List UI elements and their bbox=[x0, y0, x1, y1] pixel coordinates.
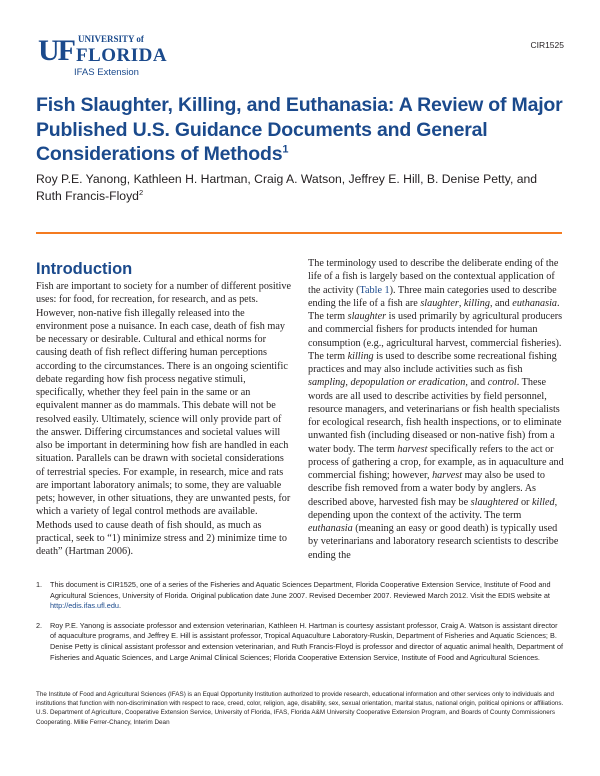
author-footnote-ref[interactable]: 2 bbox=[138, 187, 144, 197]
logo-florida: FLORIDA bbox=[76, 45, 168, 66]
col2-text: (meaning an easy or good death) is typically used by veterinarians and laboratory research scientists to describe ending the bbox=[308, 523, 559, 561]
body-column-right: The terminology used to describe the deliberate ending of the life of a fish is largely based on the contextual application of the activity (Table 1). Three main categories used to describe ending the life of a fish are slaughter, killing, and euthanasia. The term slaughter is used primarily by agricultural producers and commercial fishers for products intended for human consumption (e.g., agricultural harvest, commercial fisheries). The term killing is used to describe some recreational fishing practices and may also include activities such as fish sampling, depopulation or eradication, and control. These words are all used to describe activities by field personnel, resource managers, and veterinarians or fish health specialists for ecological research, fish health inspections, or to eliminate unwanted fish (including diseased or non-native fish) from a water body. The term harvest specifically refers to the act or process of gathering a crop, for example, as in aquaculture and commercial fishing; however, harvest may also be used to describe fish removed from a water body by anglers. As described above, harvested fish may be slaughtered or killed, depending upon the context of the activity. The term euthanasia (meaning an easy or good death) is typically used by veterinarians and laboratory research scientists to describe ending the bbox=[308, 258, 564, 561]
col2-text: or bbox=[518, 496, 532, 508]
footnote-1 bbox=[36, 580, 564, 612]
footnotes bbox=[36, 580, 564, 672]
title-footnote-ref[interactable]: 1 bbox=[282, 143, 289, 156]
footnote-text: This document is CIR1525, one of a series of the Fisheries and Aquatic Sciences Department, Florida Cooperative Extension Service, Institute of Food and Agricultural Sciences, University of Florida. Original publication date June 2007. Revised December 2007. Reviewed March 2012. Visit the EDIS website at bbox=[50, 580, 551, 600]
term-slaughter-2: slaughter bbox=[347, 311, 387, 322]
term-euthanasia: euthanasia bbox=[512, 297, 558, 309]
uf-logo-mark bbox=[38, 30, 198, 70]
term-killing: killing bbox=[463, 297, 490, 309]
document-id: CIR1525 bbox=[530, 40, 564, 50]
intro-paragraph-1: Fish are important to society for a number of different positive uses: for food, for recreation, for research, and as pets. However, non-native fish illegally released into the environment pose a nuisance. In each case, death of fish may be necessary or desirable. Cultural and ethical norms for causing death of fish reflect differing human perceptions according to the circumstances. There is an ongoing scientific debate regarding how fish process negative stimuli, specifically, whether they feel pain in the same or an equivalent manner as do mammals. This debate will not be resolved easily. Ultimately, science will only provide part of the answer. Differing circumstances and societal values will also be important in determining how fish are handled in each situation. Parallels can be drawn with societal considerations of terrestrial species. For example, in research, mice and rats are important laboratory animals; to some, they are valuable pets; however, in other situations, they are unwanted pests, for which a variety of legal control methods are available. Methods used to cause death of fish should, as much as practical, seek to “1) minimize stress and 2) minimize time to death” (Hartman 2006). bbox=[36, 281, 292, 557]
equal-opportunity-disclaimer: The Institute of Food and Agricultural Sciences (IFAS) is an Equal Opportunity Institution authorized to provide research, educational information and other services only to individuals and institutions that function with non-discrimination with respect to race, creed, color, religion, age, disability, sex, sexual orientation, marital status, national origin, political opinions or affiliations. U.S. Department of Agriculture, Cooperative Extension Service, University of Florida, IFAS, Florida A&M University Cooperative Extension Program, and Boards of County Commissioners Cooperating. Millie Ferrer-Chancy, Interim Dean bbox=[36, 691, 564, 726]
term-harvest: harvest bbox=[397, 443, 428, 455]
term-killing-2: killing bbox=[347, 350, 374, 362]
article-title bbox=[36, 93, 566, 167]
col2-text: specifically refers to the act or process of gathering a crop, for example, as in aquaculture and commercial fishing; however, bbox=[308, 443, 564, 481]
term-harvest-2: harvest bbox=[432, 470, 463, 481]
logo-university: UNIVERSITY of bbox=[78, 34, 144, 44]
col2-text: , and bbox=[465, 377, 488, 389]
activity-control: control bbox=[487, 377, 517, 389]
author-list bbox=[36, 171, 566, 205]
term-euthanasia-2: euthanasia bbox=[308, 523, 353, 534]
col2-text: and bbox=[495, 297, 513, 309]
body-column-left bbox=[36, 280, 294, 558]
term-slaughtered: slaughtered bbox=[470, 496, 519, 508]
article-title-text: Fish Slaughter, Killing, and Euthanasia: A Review of Major Published U.S. Guidance Documents and General Considerations of Methods bbox=[36, 94, 563, 165]
col2-text: , depending upon the context of the activity. The term bbox=[308, 496, 558, 521]
footnote-number: 2. bbox=[36, 620, 43, 630]
col2-text: ). Three main categories used to describe ending the life of a fish are bbox=[308, 284, 557, 309]
term-killed: killed bbox=[532, 496, 555, 508]
logo-uf: UF bbox=[38, 34, 74, 67]
term-slaughter: slaughter bbox=[420, 297, 459, 309]
col2-text: may also be used to describe fish removed from a water body by anglers. As described above, harvested fish may be bbox=[308, 470, 545, 508]
header-divider bbox=[36, 232, 562, 234]
edis-website-link[interactable]: http://edis.ifas.ufl.edu bbox=[50, 601, 119, 611]
footnote-2 bbox=[36, 621, 564, 663]
col2-text: is used primarily by agricultural producers and commercial fishers for products intended for human consumption (e.g., agricultural harvest, commercial fisheries). The term bbox=[308, 311, 563, 362]
col2-text: . The term bbox=[308, 297, 560, 322]
footnote-tail: . bbox=[118, 601, 121, 611]
footnote-text: Roy P.E. Yanong is associate professor and extension veterinarian, Kathleen H. Hartman is courtesy assistant professor, Craig A. Watson is assistant director of aquaculture programs, and Jeffrey E. Hill is assistant professor, Tropical Aquaculture Laboratory-Ruskin, Department of Fisheries and Aquatic Sciences; B. Denise Petty is clinical assistant professor and extension veterinarian, and Ruth Francis-Floyd is professor and director of aquatic animal health, Department of Fisheries and Aquatic Sciences, and Large Animal Clinical Sciences; Florida Cooperative Extension Service, Institute of Food and Agricultural Sciences. bbox=[50, 620, 564, 662]
author-names: Roy P.E. Yanong, Kathleen H. Hartman, Craig A. Watson, Jeffrey E. Hill, B. Denise Petty, and Ruth Francis-Floyd bbox=[36, 172, 538, 203]
section-heading-introduction: Introduction bbox=[36, 260, 133, 278]
table-1-link[interactable]: Table 1 bbox=[359, 284, 390, 296]
col2-text: . These words are all used to describe activities by field personnel, resource managers, and veterinarians or fish health specialists for ecological research, fish health inspections, or to eliminate unwanted fish (including diseased or non-native fish) from a water body. The term bbox=[308, 377, 562, 455]
ifas-extension-label: IFAS Extension bbox=[74, 67, 139, 78]
footnote-number: 1. bbox=[36, 580, 43, 589]
col2-text: is used to describe some recreational fishing practices and may also include activities such as fish bbox=[308, 350, 557, 375]
col2-text: The terminology used to describe the deliberate ending of the life of a fish is largely based on the contextual application of the activity ( bbox=[308, 258, 559, 296]
activity-depopulation: depopulation or eradication bbox=[350, 377, 466, 389]
activity-sampling: sampling bbox=[308, 377, 346, 389]
